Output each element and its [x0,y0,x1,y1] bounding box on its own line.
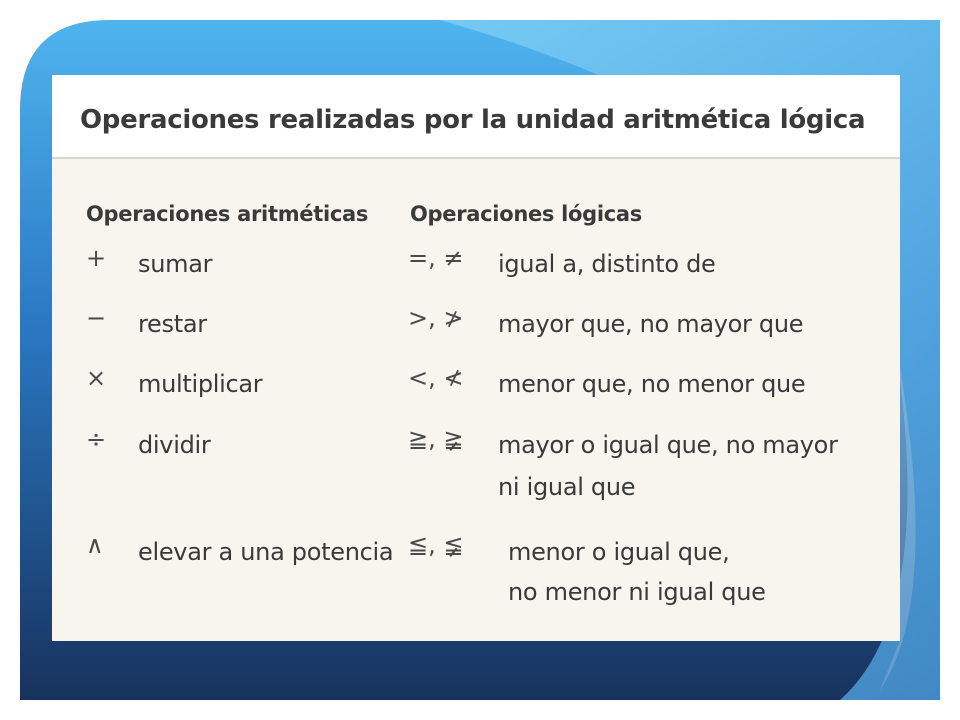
less-not-less-symbols: <, ≮ [408,364,464,392]
logical-column-heading: Operaciones lógicas [410,202,643,226]
arithmetic-op-label: restar [138,310,207,338]
divide-symbol: ÷ [86,425,107,453]
greater-equal-symbols: ≧, ≩ [408,425,464,453]
card-header [52,75,900,159]
power-symbol: ∧ [86,531,104,559]
greater-not-greater-symbols: >, ≯ [408,304,464,332]
logical-op-label: mayor que, no mayor que [498,310,804,338]
minus-symbol: − [86,304,107,332]
arithmetic-op-label: elevar a una potencia [138,538,394,566]
plus-symbol: + [86,244,107,272]
logical-op-label: mayor o igual que, no mayor [498,431,838,459]
arithmetic-op-label: sumar [138,250,213,278]
logical-op-label-continuation: ni igual que [498,473,636,501]
arithmetic-op-label: multiplicar [138,370,263,398]
arithmetic-op-label: dividir [138,431,211,459]
equal-not-equal-symbols: =, ≠ [408,244,464,272]
less-equal-symbols: ≦, ≨ [408,531,464,559]
logical-op-label: menor que, no menor que [498,370,806,398]
card-title: Operaciones realizadas por la unidad aritmética lógica [80,105,866,135]
times-symbol: × [86,364,107,392]
operations-card [52,75,900,641]
arithmetic-column-heading: Operaciones aritméticas [86,202,369,226]
logical-op-label-continuation: no menor ni igual que [508,578,766,606]
logical-op-label: menor o igual que, [508,538,730,566]
logical-op-label: igual a, distinto de [498,250,716,278]
